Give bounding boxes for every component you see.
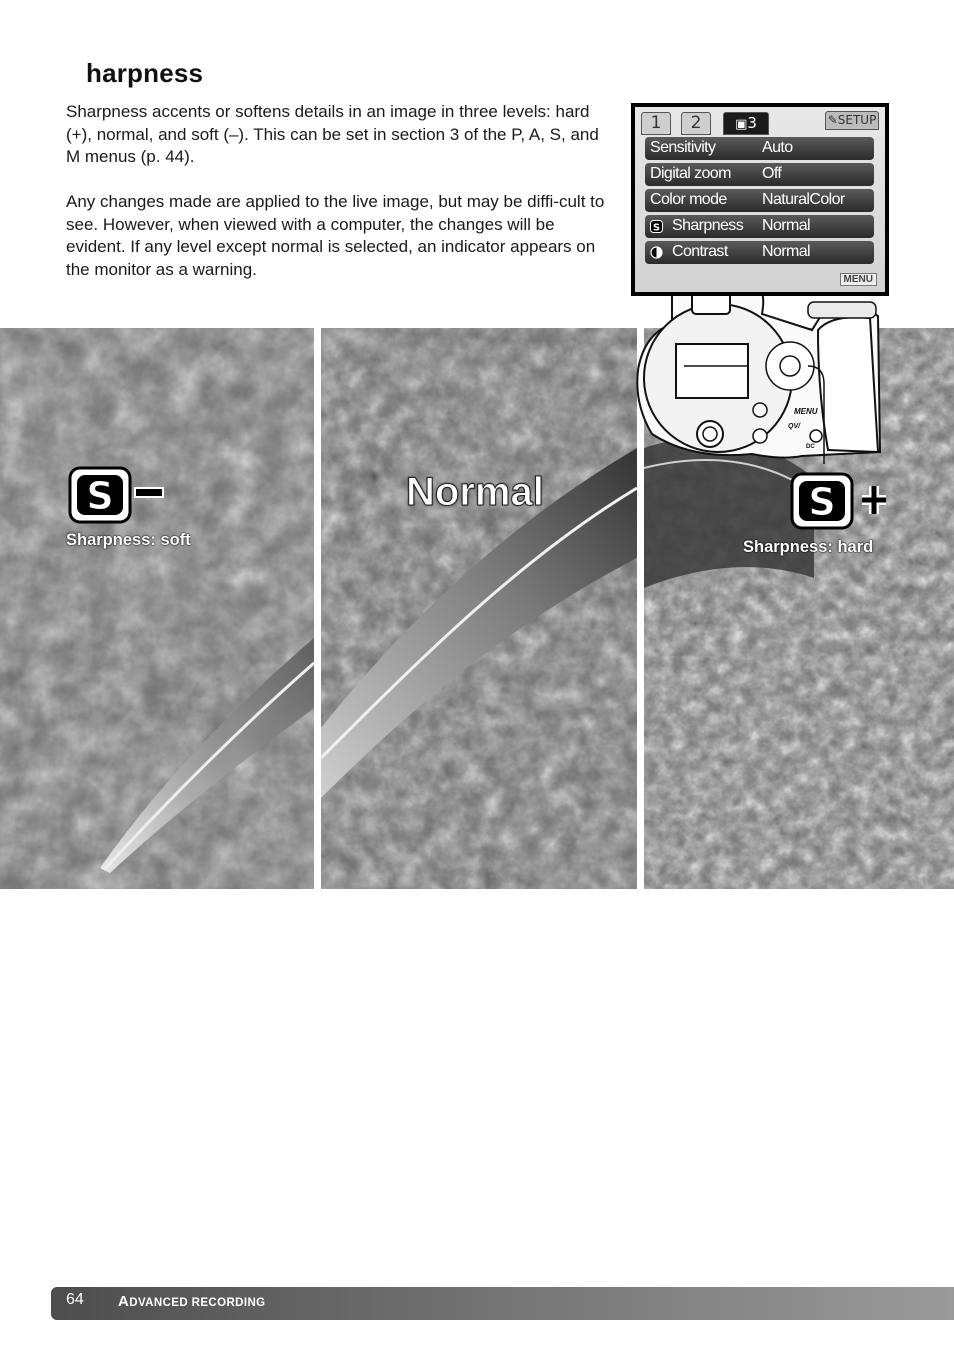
menu-row-sharpness[interactable]: S Sharpness Normal — [645, 215, 874, 238]
contrast-icon — [650, 246, 663, 259]
sharpness-soft-icon — [68, 466, 168, 526]
svg-text:S: S — [808, 480, 836, 524]
svg-text:MENU: MENU — [794, 407, 818, 416]
svg-text:DC: DC — [806, 444, 815, 450]
menu-tab-3[interactable]: ▣3 — [723, 112, 769, 135]
photo-normal — [321, 328, 637, 889]
photo-soft — [0, 328, 314, 889]
menu-row-sensitivity[interactable]: Sensitivity Auto — [645, 137, 874, 160]
svg-text:S: S — [652, 222, 661, 233]
caption-sharpness-hard: Sharpness: hard — [743, 538, 874, 556]
menu-row-digital-zoom[interactable]: Digital zoom Off — [645, 163, 874, 186]
menu-tab-1[interactable]: 1 — [641, 112, 671, 135]
svg-text:S: S — [86, 474, 114, 518]
camera-lcd-menu — [631, 103, 889, 296]
camera-icon: ▣ — [735, 117, 748, 132]
camera-illustration — [632, 274, 892, 464]
page-title: harpness — [86, 58, 204, 88]
section-title: ADVANCED RECORDING — [118, 1293, 266, 1310]
page-number: 64 — [66, 1291, 84, 1308]
details-paragraph: Any changes made are applied to the live image, but may be diffi-cult to see. However, when viewed with a computer, the changes will be evident. If any level except normal is selected, an indicator appears on the monitor as a warning. — [66, 192, 605, 280]
intro-paragraph: Sharpness accents or softens details in an image in three levels: hard (+), normal, and soft (–). This can be set in section 3 of the P, A, S, and M menus (p. 44). — [66, 102, 599, 167]
menu-back-button[interactable]: MENU — [840, 273, 877, 286]
menu-tab-setup[interactable]: ✎SETUP — [825, 111, 879, 130]
svg-text:QV/: QV/ — [788, 423, 801, 430]
normal-label: Normal — [406, 470, 544, 514]
sharpness-hard-icon — [790, 472, 890, 532]
menu-row-contrast[interactable]: Contrast Normal — [645, 241, 874, 264]
wrench-icon: ✎ — [827, 113, 838, 127]
sharpness-icon — [650, 220, 663, 233]
menu-row-color-mode[interactable]: Color mode NaturalColor — [645, 189, 874, 212]
menu-tab-2[interactable]: 2 — [681, 112, 711, 135]
caption-sharpness-soft: Sharpness: soft — [66, 531, 191, 549]
